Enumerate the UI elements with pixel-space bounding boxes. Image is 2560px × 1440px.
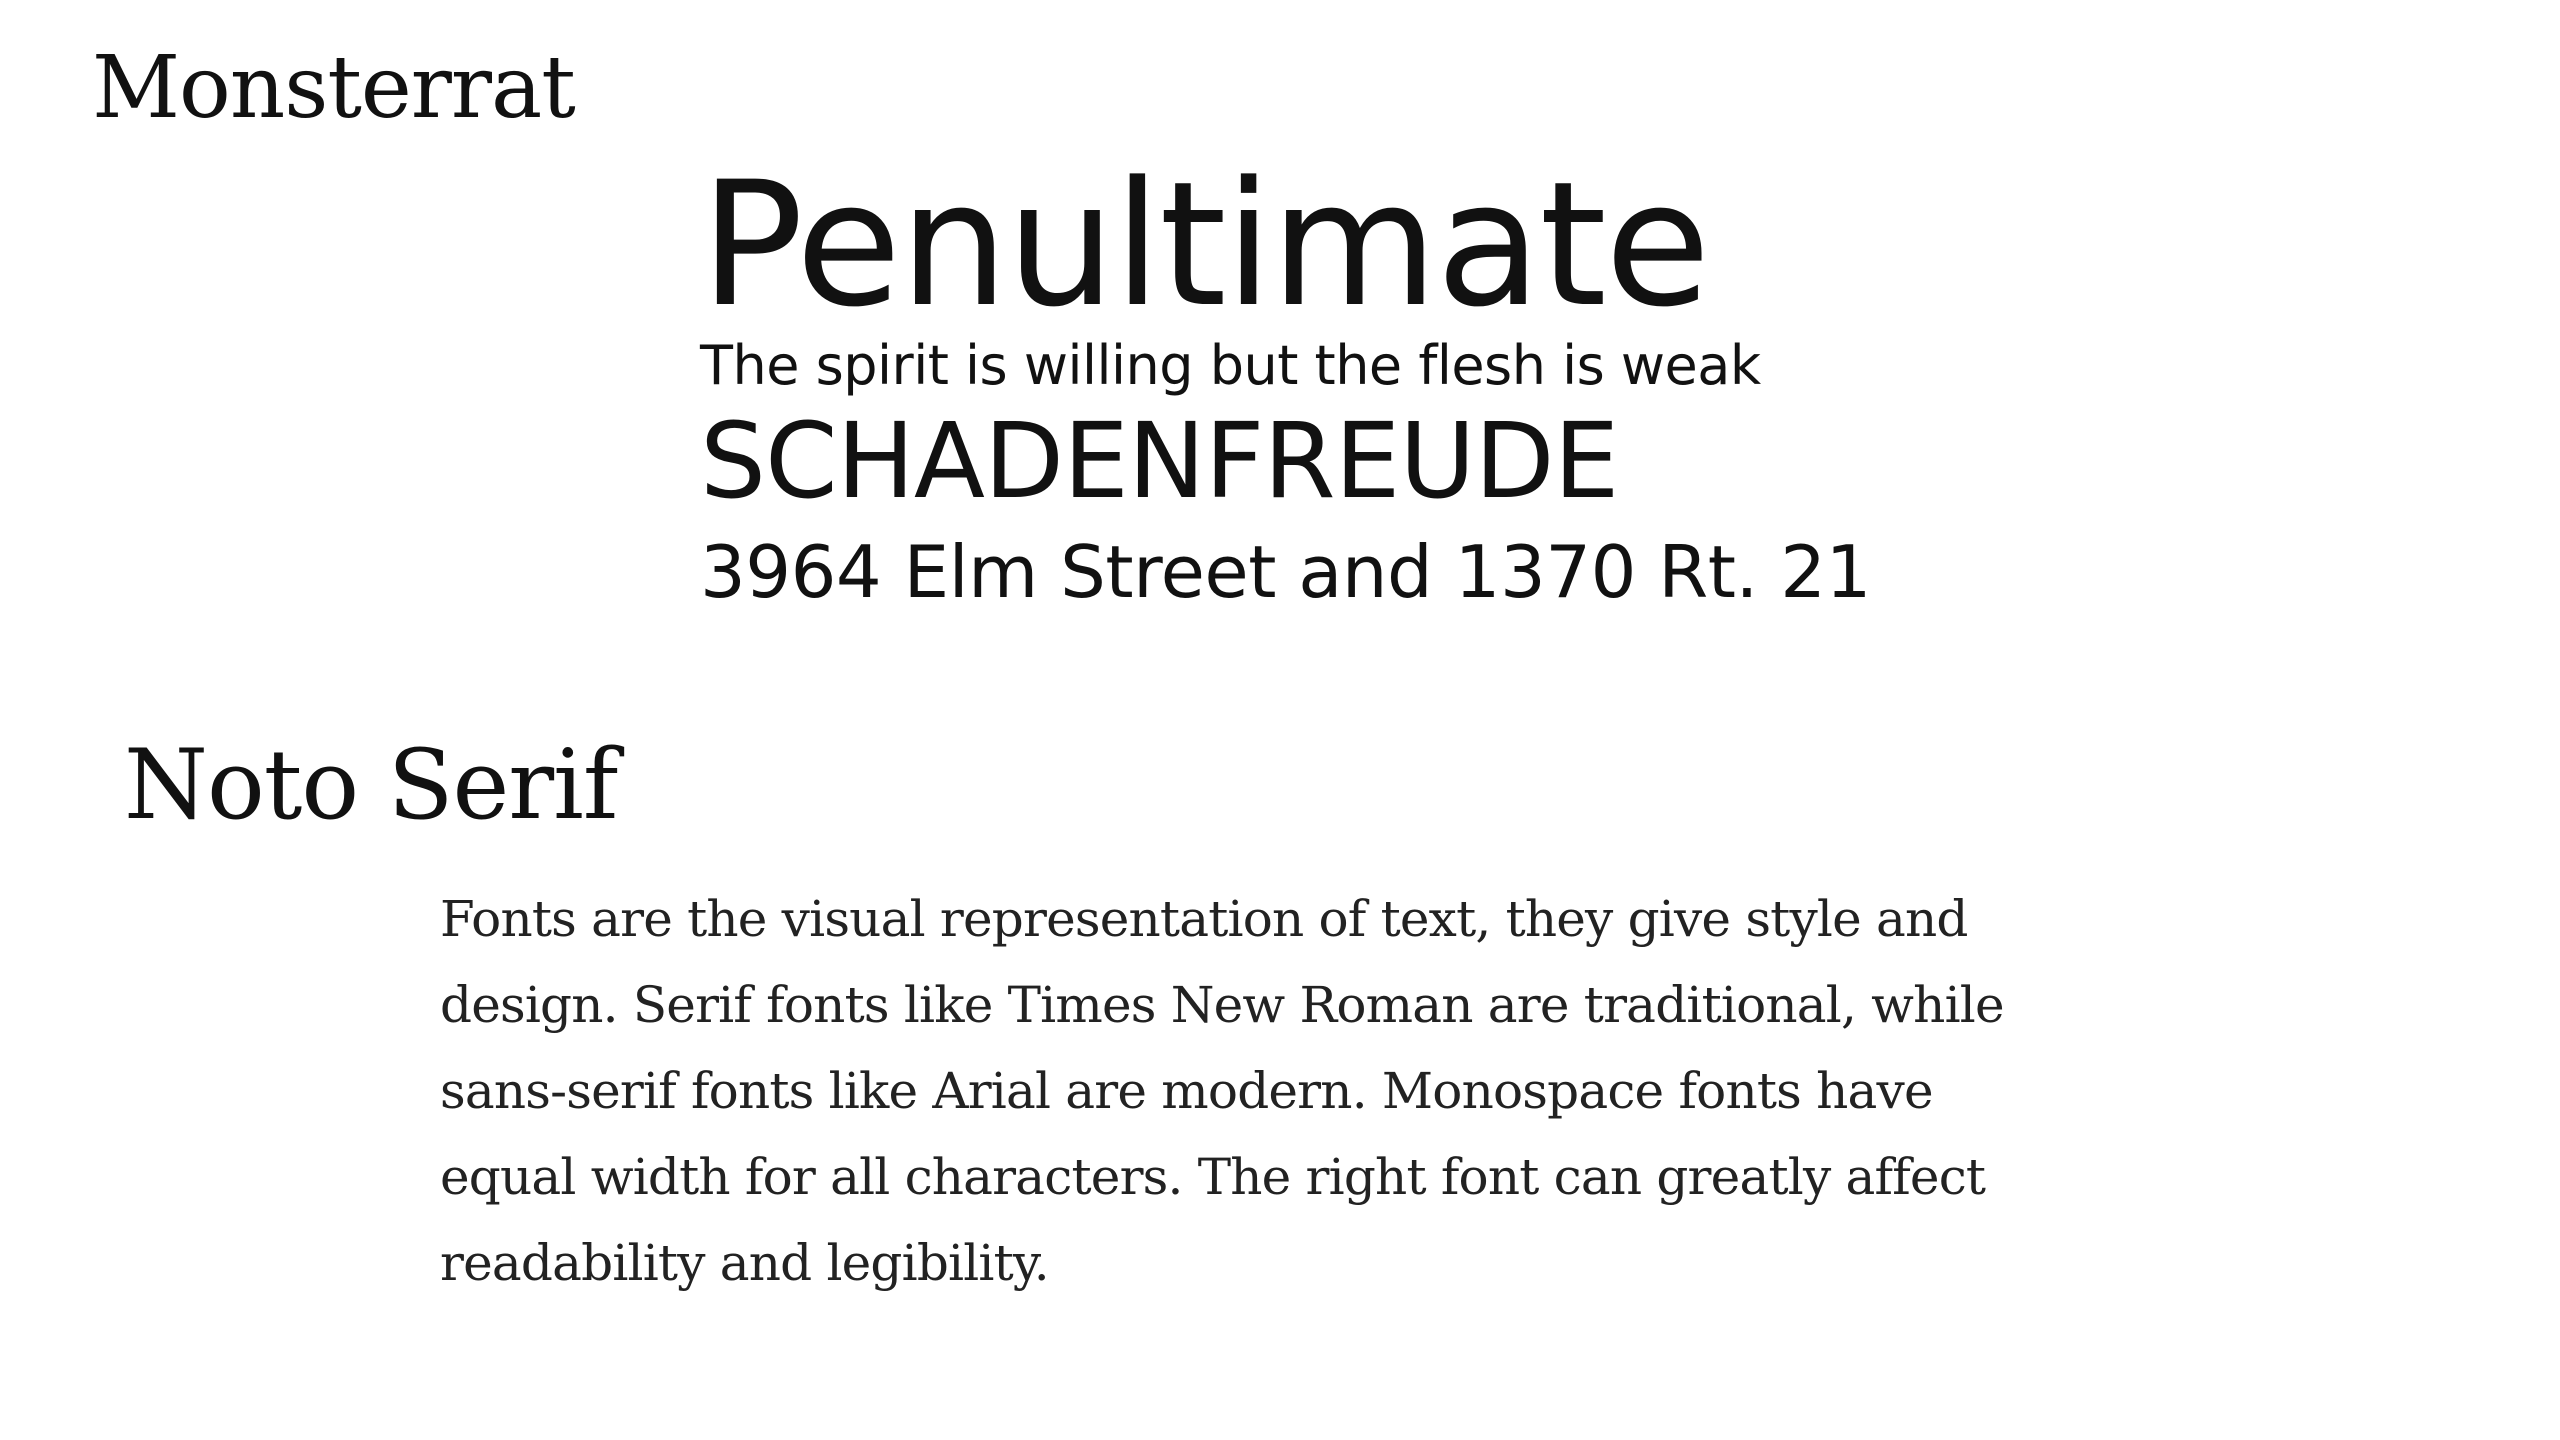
paragraph-line: equal width for all characters. The right font can greatly affect — [440, 1148, 1986, 1206]
montserrat-heading: Monsterrat — [92, 38, 575, 138]
paragraph-line: design. Serif fonts like Times New Roman are traditional, while — [440, 976, 2004, 1034]
noto-serif-paragraph — [440, 876, 2160, 1306]
montserrat-sample-block — [700, 144, 1960, 620]
sample-sentence: The spirit is willing but the flesh is weak — [700, 334, 1761, 397]
sample-address: 3964 Elm Street and 1370 Rt. 21 — [700, 530, 1871, 614]
sample-uppercase-word: SCHADENFREUDE — [700, 400, 1619, 522]
paragraph-line: readability and legibility. — [440, 1234, 1049, 1292]
paragraph-line: Fonts are the visual representation of text, they give style and — [440, 890, 1968, 948]
noto-serif-heading: Noto Serif — [124, 729, 618, 841]
paragraph-line: sans-serif fonts like Arial are modern. Monospace fonts have — [440, 1062, 1933, 1120]
sample-word: Penultimate — [700, 144, 1709, 345]
